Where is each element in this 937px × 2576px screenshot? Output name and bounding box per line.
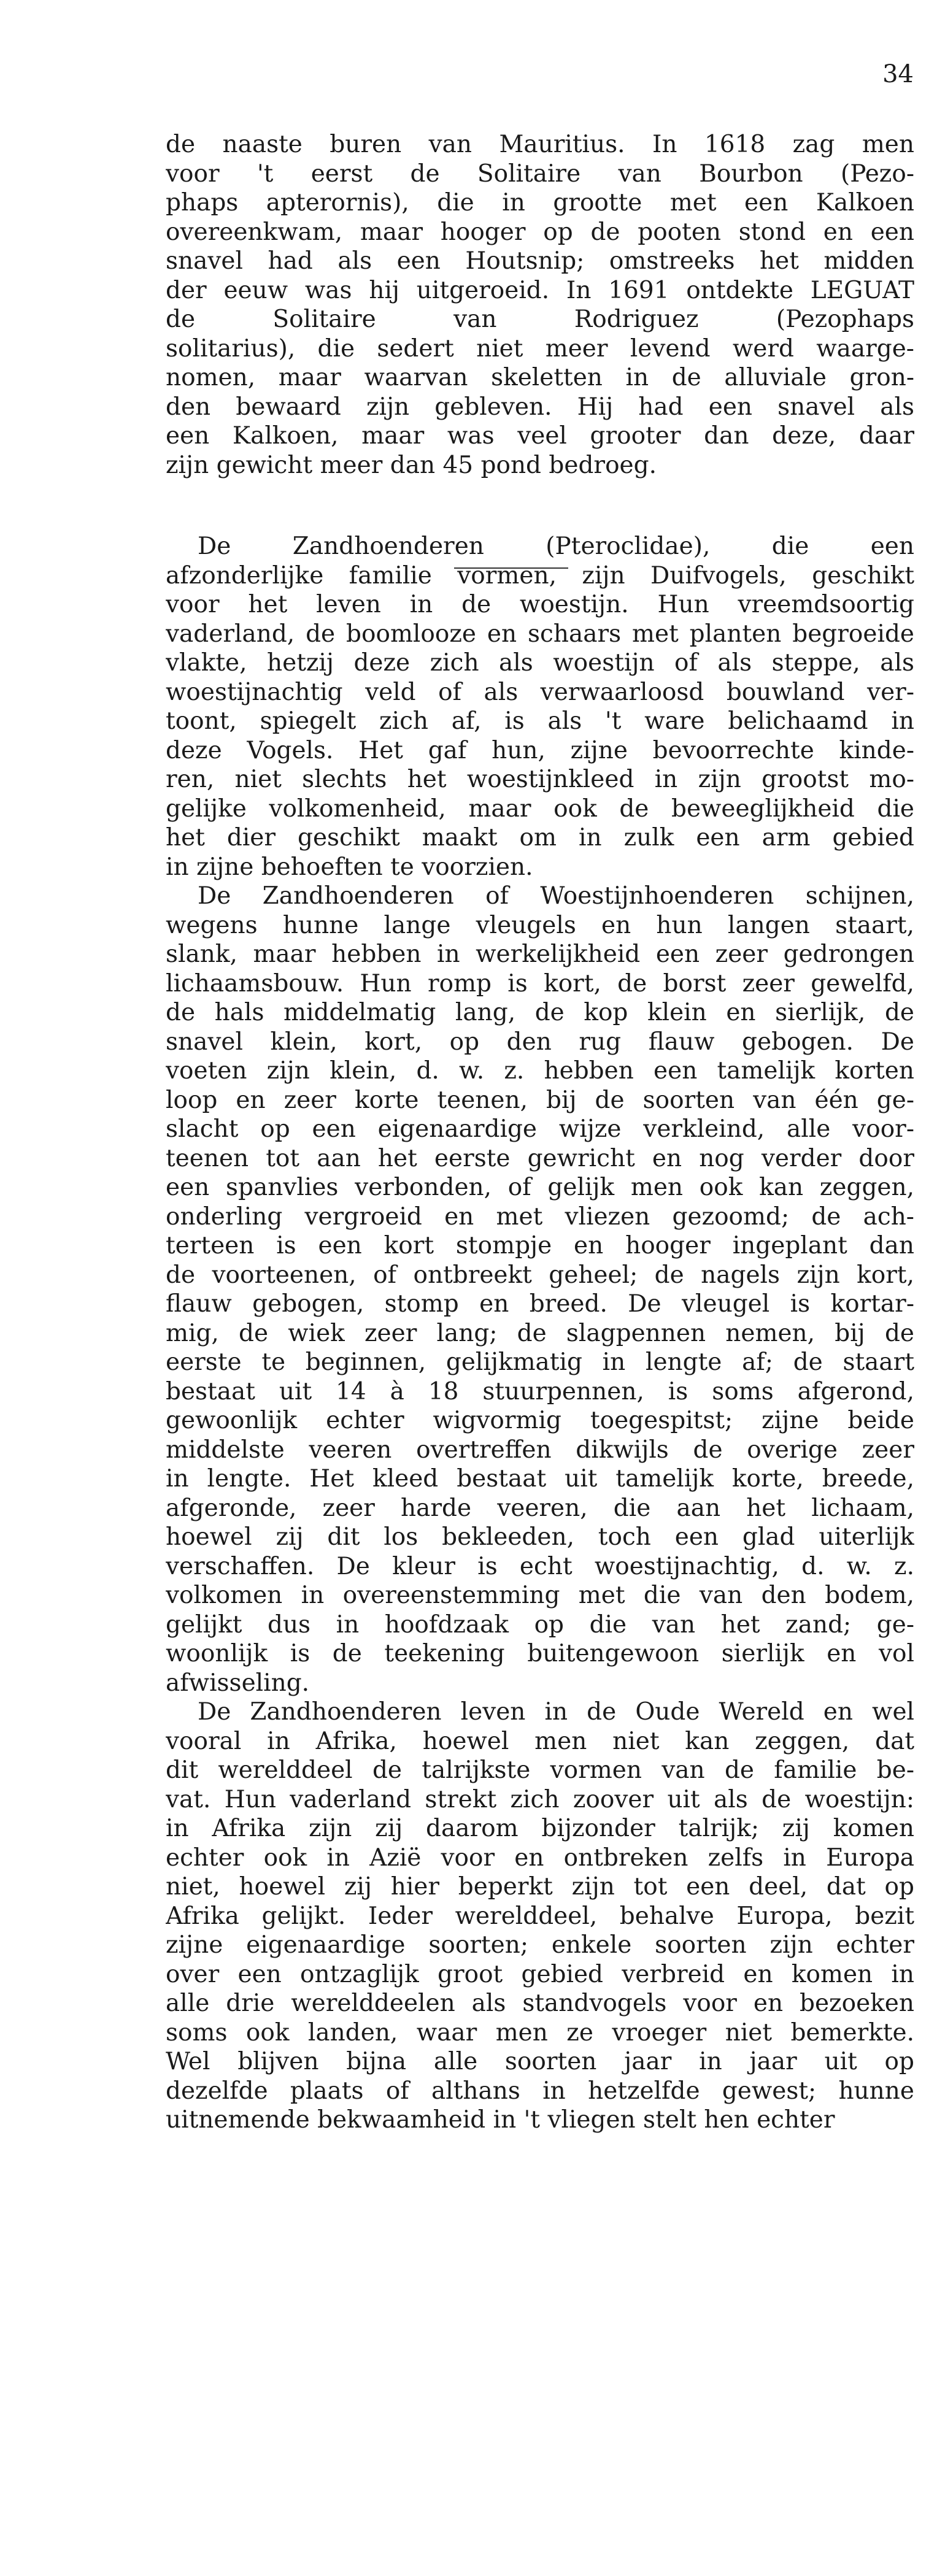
text-line: hoewel zij dit los bekleeden, toch een glad uiterlijk — [166, 1523, 914, 1551]
text-line: loop en zeer korte teenen, bij de soorten van één ge- — [166, 1086, 914, 1114]
text-line: den bewaard zijn gebleven. Hij had een snavel als — [166, 393, 914, 421]
text-line: phaps apterornis), die in grootte met een Kalkoen — [166, 189, 914, 217]
text-line: een Kalkoen, maar was veel grooter dan deze, daar — [166, 422, 914, 450]
text-line: zijn gewicht meer dan 45 pond bedroeg. — [166, 451, 657, 479]
text-line: vooral in Afrika, hoewel men niet kan zeggen, dat — [166, 1727, 914, 1755]
text-line: niet, hoewel zij hier beperkt zijn tot een deel, dat op — [166, 1873, 914, 1901]
text-line: De Zandhoenderen of Woestijnhoenderen schijnen, — [198, 882, 914, 910]
text-line: vlakte, hetzij deze zich als woestijn of als steppe, als — [166, 649, 914, 677]
text-line: zijne eigenaardige soorten; enkele soorten zijn echter — [166, 1931, 914, 1959]
text-line: de voorteenen, of ontbreekt geheel; de nagels zijn kort, — [166, 1261, 914, 1289]
text-line: slank, maar hebben in werkelijkheid een zeer gedrongen — [166, 940, 914, 968]
text-line: voor 't eerst de Solitaire van Bourbon (Pezo- — [166, 160, 914, 188]
text-line: afzonderlijke familie vormen, zijn Duifvogels, geschikt — [166, 561, 914, 590]
text-line: deze Vogels. Het gaf hun, zijne bevoorrechte kinde- — [166, 736, 914, 764]
text-line: middelste veeren overtreffen dikwijls de overige zeer — [166, 1436, 914, 1464]
text-line: vaderland, de boomlooze en schaars met planten begroeide — [166, 620, 914, 648]
text-line: slacht op een eigenaardige wijze verkleind, alle voor- — [166, 1115, 914, 1143]
text-line: solitarius), die sedert niet meer levend werd waarge- — [166, 334, 914, 363]
text-line: Afrika gelijkt. Ieder werelddeel, behalve Europa, bezit — [166, 1902, 914, 1930]
text-line: voor het leven in de woestijn. Hun vreemdsoortig — [166, 591, 914, 618]
text-line: vat. Hun vaderland strekt zich zoover uit als de woestijn: — [166, 1785, 914, 1813]
section-gap — [166, 480, 914, 532]
page-number: 34 — [882, 60, 914, 88]
text-line: uitnemende bekwaamheid in 't vliegen stelt hen echter — [166, 2106, 835, 2134]
text-line: over een ontzaglijk groot gebied verbreid en komen in — [166, 1960, 914, 1988]
text-line: Wel blijven bijna alle soorten jaar in jaar uit op — [166, 2048, 914, 2075]
text-line: lichaamsbouw. Hun romp is kort, de borst zeer gewelfd, — [166, 969, 914, 998]
text-line: gewoonlijk echter wigvormig toegespitst; zijne beide — [166, 1407, 914, 1434]
text-line: in zijne behoeften te voorzien. — [166, 853, 533, 881]
text-line: toont, spiegelt zich af, is als 't ware belichaamd in — [166, 707, 914, 735]
text-line: eerste te beginnen, gelijkmatig in lengte af; de staart — [166, 1348, 914, 1376]
text-line: echter ook in Azië voor en ontbreken zelfs in Europa — [166, 1844, 914, 1872]
text-line: gelijke volkomenheid, maar ook de beweeglijkheid die — [166, 794, 914, 823]
text-line: de hals middelmatig lang, de kop klein en sierlijk, de — [166, 999, 914, 1026]
text-column — [166, 130, 914, 2135]
paragraph-p3 — [166, 882, 914, 1697]
text-line: soms ook landen, waar men ze vroeger niet bemerkte. — [166, 2018, 914, 2047]
text-line: snavel klein, kort, op den rug flauw gebogen. De — [166, 1028, 914, 1056]
text-line: mig, de wiek zeer lang; de slagpennen nemen, bij de — [166, 1319, 914, 1347]
text-line: De Zandhoenderen leven in de Oude Wereld en wel — [198, 1698, 914, 1726]
text-line: nomen, maar waarvan skeletten in de alluviale gron- — [166, 364, 914, 391]
text-line: verschaffen. De kleur is echt woestijnachtig, d. w. z. — [166, 1552, 914, 1580]
text-line: in Afrika zijn zij daarom bijzonder talrijk; zij komen — [166, 1815, 914, 1842]
text-line: woonlijk is de teekening buitengewoon sierlijk en vol — [166, 1640, 914, 1667]
text-line: dezelfde plaats of althans in hetzelfde gewest; hunne — [166, 2077, 914, 2105]
paragraph-p2 — [166, 532, 914, 882]
text-line: der eeuw was hij uitgeroeid. In 1691 ontdekte LEGUAT — [166, 276, 914, 304]
text-line: de Solitaire van Rodriguez (Pezophaps — [166, 306, 914, 333]
text-line: terteen is een kort stompje en hooger ingeplant dan — [166, 1232, 914, 1259]
text-line: bestaat uit 14 à 18 stuurpennen, is soms afgerond, — [166, 1377, 914, 1405]
section-divider — [454, 567, 568, 569]
text-line: snavel had als een Houtsnip; omstreeks het midden — [166, 247, 914, 275]
text-line: voeten zijn klein, d. w. z. hebben een tamelijk korten — [166, 1057, 914, 1085]
text-line: onderling vergroeid en met vliezen gezoomd; de ach- — [166, 1202, 914, 1231]
text-line: wegens hunne lange vleugels en hun langen staart, — [166, 911, 914, 939]
text-line: het dier geschikt maakt om in zulk een arm gebied — [166, 824, 914, 852]
text-line: dit werelddeel de talrijkste vormen van de familie be- — [166, 1756, 914, 1784]
text-line: volkomen in overeenstemming met die van den bodem, — [166, 1582, 914, 1609]
text-line: de naaste buren van Mauritius. In 1618 zag men — [166, 131, 914, 158]
text-line: De Zandhoenderen (Pteroclidae), die een — [198, 533, 914, 560]
text-line: alle drie werelddeelen als standvogels voor en bezoeken — [166, 1990, 914, 2017]
text-line: in lengte. Het kleed bestaat uit tamelijk korte, breede, — [166, 1465, 914, 1493]
text-line: afgeronde, zeer harde veeren, die aan het lichaam, — [166, 1494, 914, 1522]
text-line: teenen tot aan het eerste gewricht en nog verder door — [166, 1144, 914, 1172]
text-line: gelijkt dus in hoofdzaak op die van het zand; ge- — [166, 1610, 914, 1639]
text-line: flauw gebogen, stomp en breed. De vleugel is kortar- — [166, 1290, 914, 1318]
paragraph-p4 — [166, 1697, 914, 2135]
text-line: een spanvlies verbonden, of gelijk men ook kan zeggen, — [166, 1174, 914, 1201]
text-line: woestijnachtig veld of als verwaarloosd bouwland ver- — [166, 678, 914, 706]
paragraph-p1 — [166, 130, 914, 480]
text-line: ren, niet slechts het woestijnkleed in zijn grootst mo- — [166, 766, 914, 793]
text-line: afwisseling. — [166, 1669, 310, 1697]
text-line: overeenkwam, maar hooger op de pooten stond en een — [166, 218, 914, 246]
